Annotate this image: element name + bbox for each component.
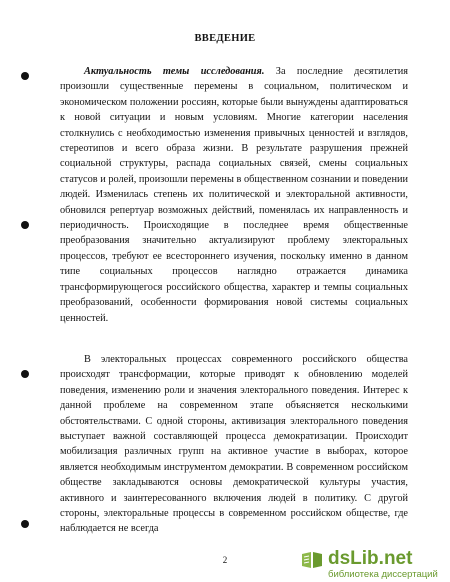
margin-dot bbox=[21, 520, 29, 528]
paragraph-electoral bbox=[60, 352, 408, 537]
paragraph-lead: Актуальность темы исследования. bbox=[84, 66, 265, 77]
paragraph-body: В электоральных процессах современного российского общества происходят трансформации, которые приводят к обновлению моделей поведения, изменению роли и значения электорального поведения. Интерес к данной проблеме на современном этапе объясняется несколькими обстоятельствами. С одной стороны, активизация электорального поведения выступает важной составляющей процесса демократизации. Происходит мобилизация различных групп на активное участие в выборах, которое является необходимым инструментом демократии. В современном российском обществе закладываются основы демократической культуры участия, активного и заинтересованного включения людей в политику. С другой стороны, электоральные процессы в современном российском обществе, где наблюдается не всегда bbox=[60, 354, 408, 535]
watermark-brand: dsLib.net bbox=[328, 548, 413, 569]
watermark bbox=[300, 548, 450, 582]
page-title: ВВЕДЕНИЕ bbox=[194, 33, 256, 44]
watermark-subtitle: библиотека диссертаций bbox=[328, 569, 438, 580]
paragraph-body: За последние десятилетия произошли существенные перемены в социальном, политическом и экономическом положении россиян, которые были вынуждены адаптироваться к новой ситуации и новым условиям. Многие категории населения столкнулись с необходимостью изменения привычных ценностей и взглядов, стереотипов и всего образа жизни. В результате разрушения прежней социальной структуры, распада социальных связей, смены социальных статусов и ролей, произошли перемены в общественном сознании и поведении людей. Изменилась степень их политической и электоральной активности, обновился репертуар возможных действий, поменялась их направленность и периодичность. Происходящие в последнее время общественные преобразования значительно актуализируют проблему электоральных процессов, требуют ее всестороннего изучения, поскольку именно в данном типе социальных процессов наглядно отражается динамика трансформирующегося российского общества, характер и темпы социальных преобразований, особенности формирования новой системы социальных ценностей. bbox=[60, 66, 408, 324]
paragraph-relevance bbox=[60, 64, 408, 326]
book-logo-icon bbox=[300, 550, 324, 570]
margin-dot bbox=[21, 370, 29, 378]
margin-dot bbox=[21, 72, 29, 80]
page-number: 2 bbox=[222, 555, 228, 565]
margin-dot bbox=[21, 221, 29, 229]
